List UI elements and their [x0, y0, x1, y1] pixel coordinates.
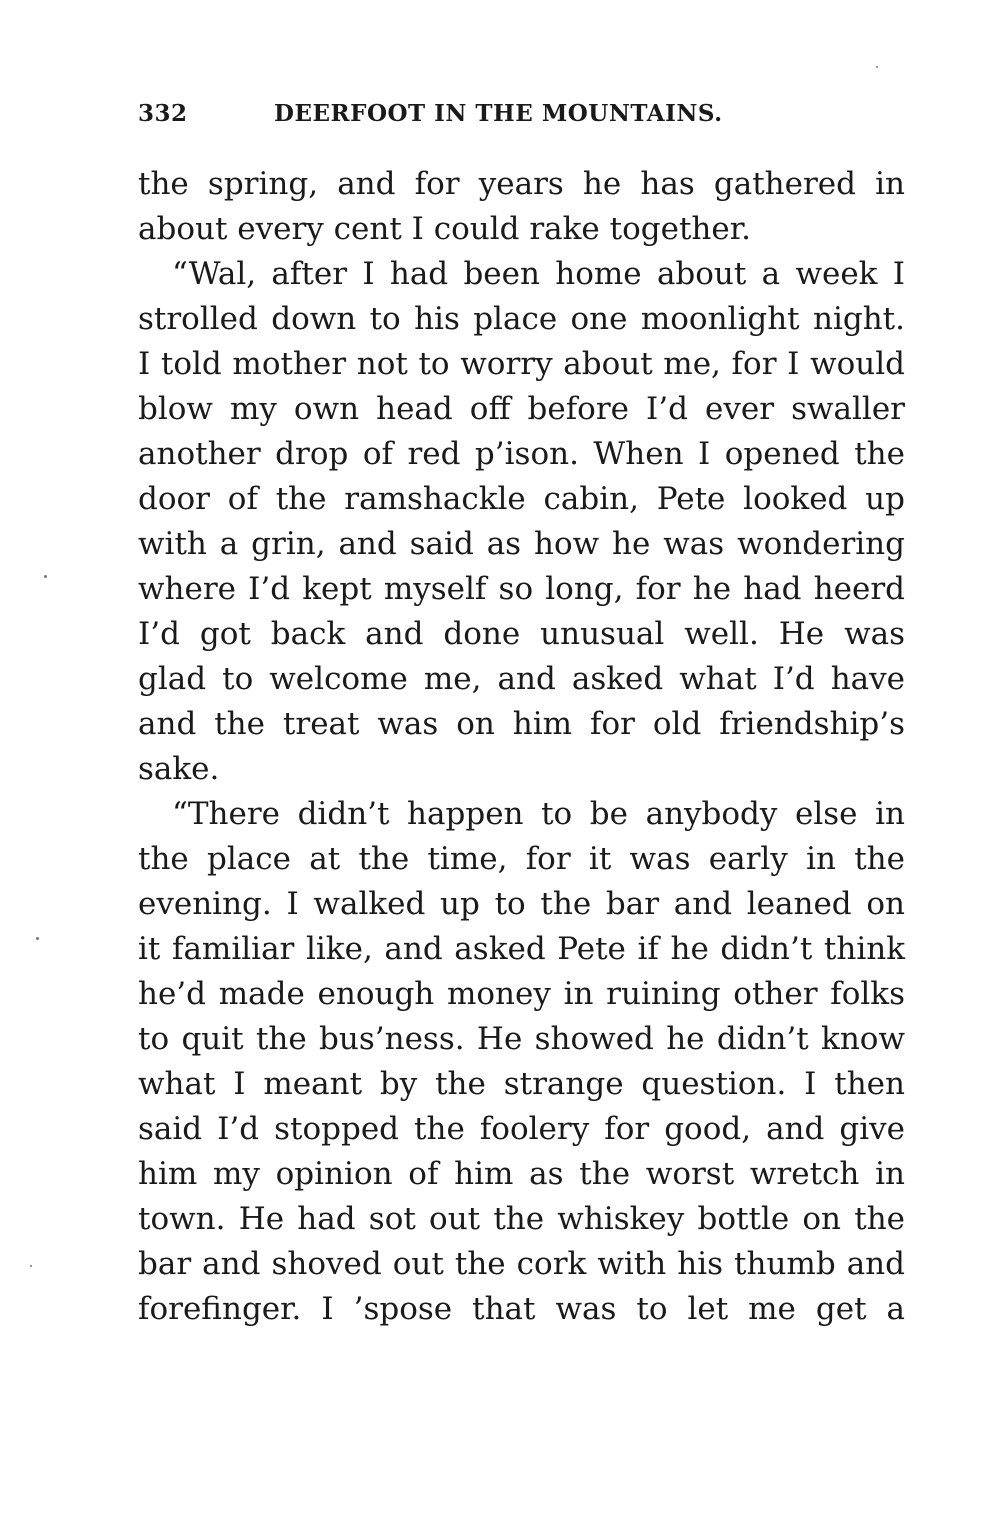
text-line: town. He had sot out the whiskey bottle on the	[138, 1201, 905, 1237]
text-line: forefinger. I ’spose that was to let me get a	[138, 1291, 905, 1327]
scan-speck	[876, 66, 878, 68]
text-line: the spring, and for years he has gathered in	[138, 166, 905, 202]
text-line: I told mother not to worry about me, for I would	[138, 346, 905, 382]
text-line: strolled down to his place one moonlight night.	[138, 301, 905, 337]
text-line: what I meant by the strange question. I then	[138, 1066, 905, 1102]
text-line: evening. I walked up to the bar and leaned on	[138, 886, 905, 922]
page-number: 332	[138, 100, 188, 127]
text-line: glad to welcome me, and asked what I’d have	[138, 661, 905, 697]
paragraph	[138, 252, 905, 792]
text-line: the place at the time, for it was early in the	[138, 841, 905, 877]
text-line: it familiar like, and asked Pete if he didn’t think	[138, 931, 905, 967]
body-text	[138, 162, 905, 1332]
text-line: to quit the bus’ness. He showed he didn’t know	[138, 1021, 905, 1057]
text-line: with a grin, and said as how he was wondering	[138, 526, 905, 562]
text-line: where I’d kept myself so long, for he had heerd	[138, 571, 905, 607]
text-line: said I’d stopped the foolery for good, and give	[138, 1111, 905, 1147]
text-line: bar and shoved out the cork with his thumb and	[138, 1246, 905, 1282]
text-line: “There didn’t happen to be anybody else in	[172, 796, 905, 832]
text-line: and the treat was on him for old friendship’s	[138, 706, 905, 742]
running-title: DEERFOOT IN THE MOUNTAINS.	[274, 100, 723, 127]
text-line: about every cent I could rake together.	[138, 211, 751, 247]
page-header	[138, 100, 905, 140]
scan-speck	[30, 1265, 32, 1267]
text-line: blow my own head off before I’d ever swaller	[138, 391, 905, 427]
text-line: him my opinion of him as the worst wretch in	[138, 1156, 905, 1192]
text-line: I’d got back and done unusual well. He was	[138, 616, 905, 652]
text-line: “Wal, after I had been home about a week I	[172, 256, 905, 292]
paragraph	[138, 792, 905, 1332]
paragraph	[138, 162, 905, 252]
text-line: sake.	[138, 751, 220, 787]
text-line: door of the ramshackle cabin, Pete looked up	[138, 481, 905, 517]
text-line: another drop of red p’ison. When I opened the	[138, 436, 905, 472]
scan-speck	[36, 937, 39, 940]
text-line: he’d made enough money in ruining other folks	[138, 976, 905, 1012]
scan-speck	[44, 575, 47, 578]
